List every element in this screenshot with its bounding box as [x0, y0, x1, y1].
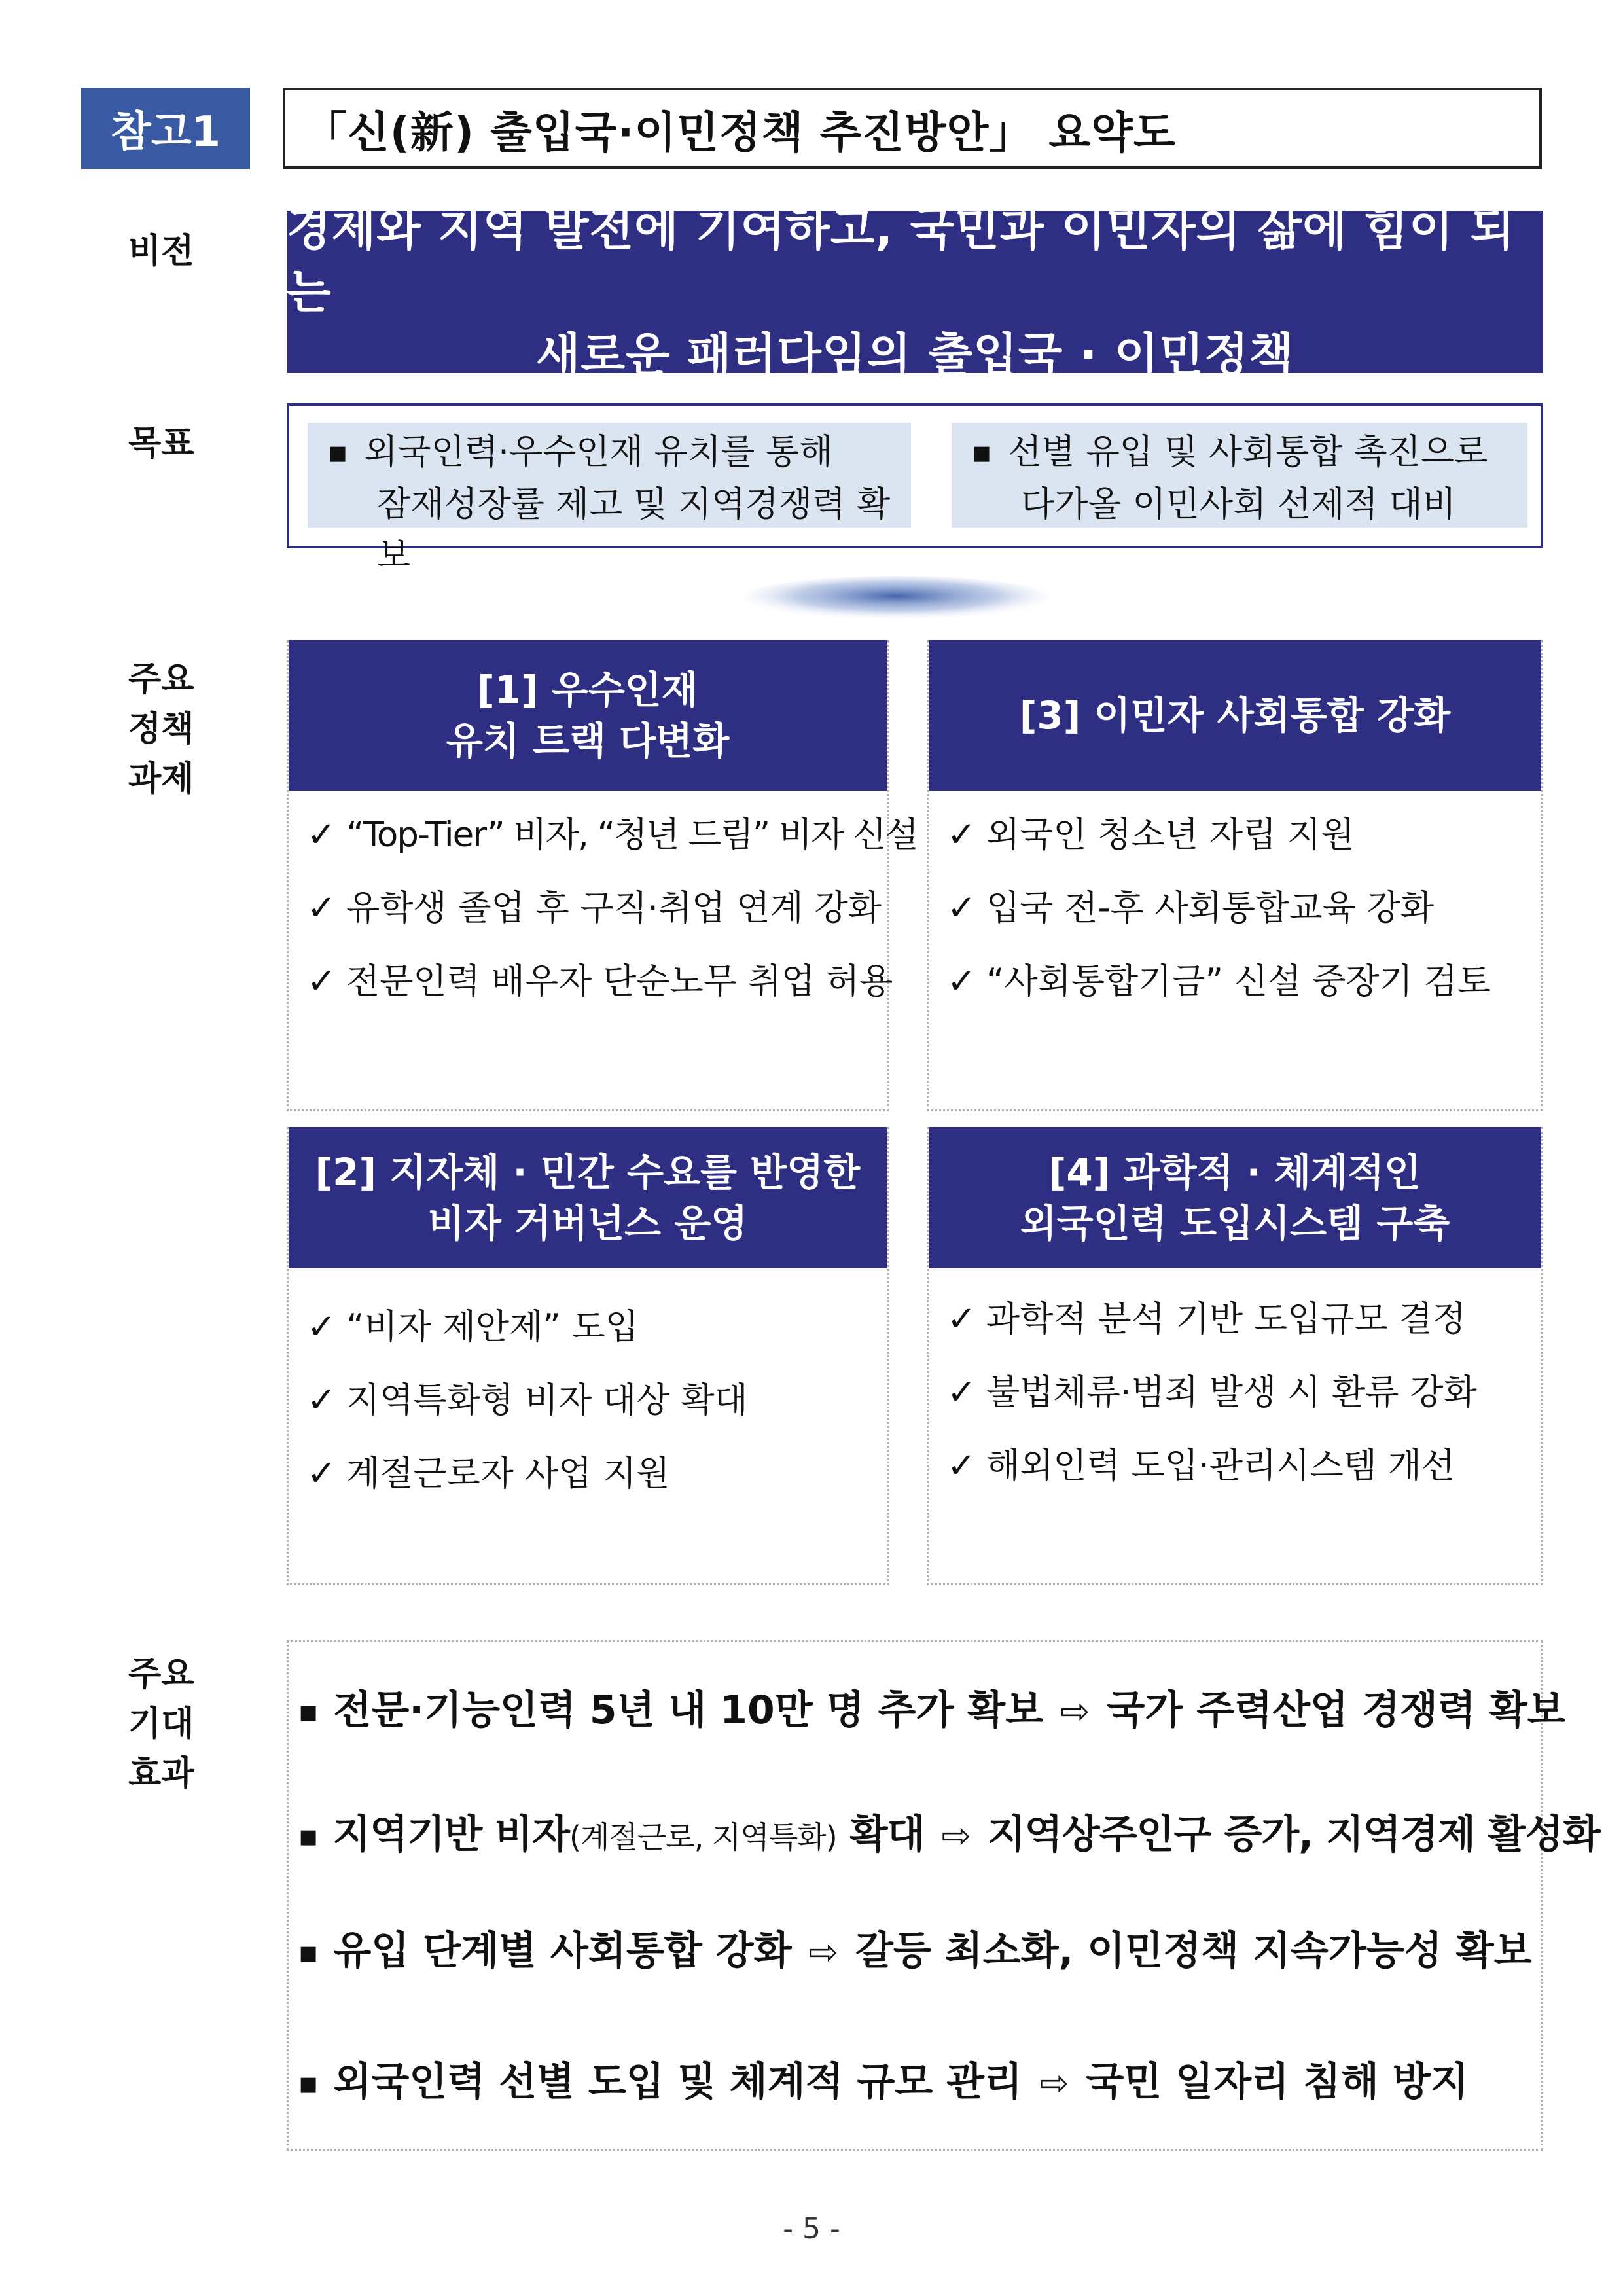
square-bullet-icon: ■ — [972, 442, 991, 465]
task-2-header: [2] 지자체 · 민간 수요를 반영한 비자 거버넌스 운영 — [289, 1127, 887, 1268]
list-item: ✓ 계절근로자 사업 지원 — [307, 1437, 887, 1511]
effect-item-3: ■ 유입 단계별 사회통합 강화 ⇨ 갈등 최소화, 이민정책 지속가능성 확보 — [299, 1928, 1532, 1974]
square-bullet-icon: ■ — [299, 1825, 317, 1848]
page-number: - 5 - — [783, 2212, 840, 2246]
task-3-header: [3] 이민자 사회통합 강화 — [929, 640, 1541, 791]
list-item: ✓ 외국인 청소년 자립 지원 — [947, 798, 1541, 872]
right-arrow-icon: ⇨ — [1039, 2062, 1069, 2104]
list-item: ✓ “사회통합기금” 신설 중장기 검토 — [947, 945, 1541, 1018]
check-icon: ✓ — [307, 815, 335, 855]
effects-label: 주요 기대 효과 — [128, 1655, 194, 1793]
vision-label: 비전 — [128, 232, 194, 271]
check-icon: ✓ — [947, 888, 976, 928]
task-card-2 — [287, 1127, 889, 1585]
square-bullet-icon: ■ — [299, 1700, 318, 1724]
check-icon: ✓ — [947, 815, 976, 855]
task-4-header: [4] 과학적 · 체계적인 외국인력 도입시스템 구축 — [929, 1127, 1541, 1268]
square-bullet-icon: ■ — [299, 2072, 318, 2096]
goal-2-line-2: 다가올 이민사회 선제적 대비 — [1021, 484, 1456, 525]
task-2-list — [307, 1291, 887, 1511]
list-item: ✓ 지역특화형 비자 대상 확대 — [307, 1364, 887, 1437]
check-icon: ✓ — [307, 1454, 336, 1494]
check-icon: ✓ — [947, 1299, 976, 1339]
list-item: ✓ 유학생 졸업 후 구직·취업 연계 강화 — [307, 872, 887, 945]
task-card-4 — [927, 1127, 1543, 1585]
right-arrow-icon: ⇨ — [941, 1815, 971, 1856]
check-icon: ✓ — [947, 1446, 976, 1486]
list-item: ✓ “비자 제안제” 도입 — [307, 1291, 887, 1364]
list-item: ✓ 과학적 분석 기반 도입규모 결정 — [947, 1283, 1541, 1356]
check-icon: ✓ — [947, 1372, 976, 1412]
goal-item-1 — [308, 423, 911, 576]
right-arrow-icon: ⇨ — [808, 1931, 838, 1973]
page-title: 「신(新) 출입국·이민정책 추진방안」 요약도 — [283, 88, 1542, 169]
effect-item-4: ■ 외국인력 선별 도입 및 체계적 규모 관리 ⇨ 국민 일자리 침해 방지 — [299, 2059, 1469, 2105]
check-icon: ✓ — [307, 888, 336, 928]
list-item: ✓ 전문인력 배우자 단순노무 취업 허용 — [307, 945, 887, 1018]
right-arrow-icon: ⇨ — [1060, 1691, 1090, 1732]
square-bullet-icon: ■ — [299, 1941, 318, 1965]
task-card-1 — [287, 640, 918, 1111]
goal-box — [287, 403, 1543, 576]
check-icon: ✓ — [307, 1380, 336, 1420]
task-3-list — [947, 798, 1541, 1018]
task-1-list — [307, 798, 918, 1018]
goal-1-line-1: 외국인력·우수인재 유치를 통해 — [364, 432, 833, 472]
check-icon: ✓ — [307, 961, 336, 1001]
square-bullet-icon: ■ — [329, 442, 348, 465]
task-card-3 — [927, 640, 1543, 1111]
vision-line-1: 경제와 지역 발전에 기여하고, 국민과 이민자의 삶에 힘이 되는 — [287, 202, 1516, 319]
goal-label: 목표 — [128, 424, 194, 463]
list-item: ✓ 불법체류·범죄 발생 시 환류 강화 — [947, 1356, 1541, 1429]
list-item: ✓ “Top-Tier” 비자, “청년 드림” 비자 신설 — [307, 798, 887, 872]
check-icon: ✓ — [307, 1307, 336, 1347]
tasks-label: 주요 정책 과제 — [128, 660, 194, 798]
list-item: ✓ 입국 전-후 사회통합교육 강화 — [947, 872, 1541, 945]
check-icon: ✓ — [947, 961, 976, 1001]
effect-item-2: ■ 지역기반 비자(계절근로, 지역특화) 확대 ⇨ 지역상주인구 증가, 지역경제 활성화 — [299, 1812, 1600, 1857]
task-1-header: [1] 우수인재 유치 트랙 다변화 — [289, 640, 887, 791]
goal-item-2 — [952, 423, 1527, 528]
vision-box — [287, 202, 1543, 382]
task-4-list — [947, 1283, 1541, 1503]
reference-badge: 참고1 — [81, 88, 250, 169]
down-arrow-icon — [740, 575, 1054, 627]
goal-1-line-2: 잠재성장률 제고 및 지역경쟁력 확보 — [377, 484, 891, 576]
effects-box — [287, 1640, 1600, 2151]
list-item: ✓ 해외인력 도입·관리시스템 개선 — [947, 1429, 1541, 1503]
goal-2-line-1: 선별 유입 및 사회통합 촉진으로 — [1008, 432, 1488, 472]
vision-line-2: 새로운 패러다임의 출입국 · 이민정책 — [535, 328, 1294, 382]
effect-item-1: ■ 전문·기능인력 5년 내 10만 명 추가 확보 ⇨ 국가 주력산업 경쟁력 확보 — [299, 1687, 1565, 1733]
